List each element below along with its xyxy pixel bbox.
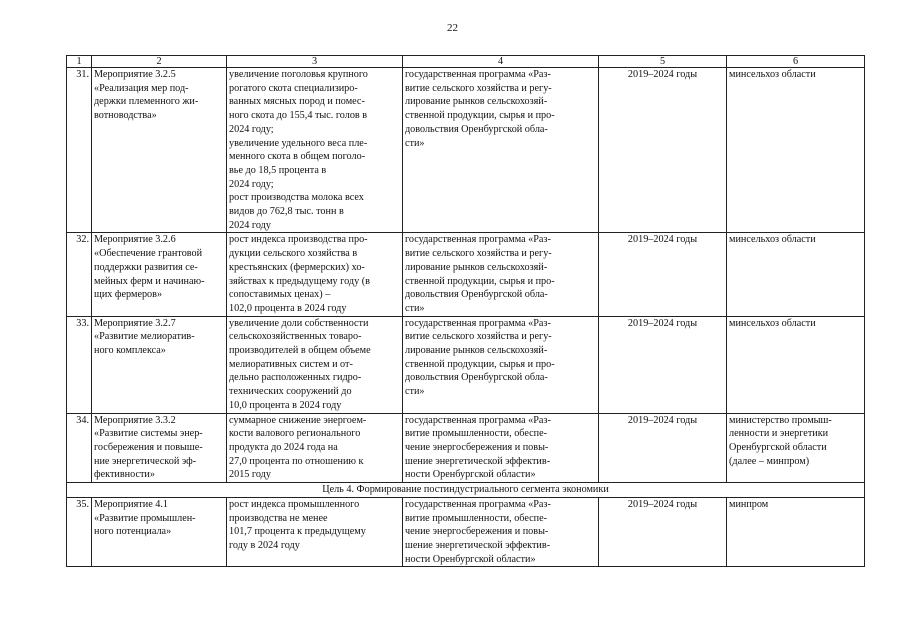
executor-cell xyxy=(727,497,865,567)
program-cell-line: витие промышленности, обеспе- xyxy=(405,512,547,524)
event-cell xyxy=(92,316,227,413)
program-cell-line: лирование рынков сельскохозяй- xyxy=(405,261,548,273)
program-cell xyxy=(403,413,599,483)
period-cell: 2019–2024 годы xyxy=(599,497,727,567)
program-cell-line: государственная программа «Раз- xyxy=(405,234,551,246)
event-cell-line: щих фермеров» xyxy=(94,289,163,301)
program-cell-line: довольствия Оренбургской обла- xyxy=(405,289,548,301)
program-cell-line: сти» xyxy=(405,137,425,149)
period-cell: 2019–2024 годы xyxy=(599,316,727,413)
indicator-cell-line: сельскохозяйственных товаро- xyxy=(229,331,362,343)
program-cell-line: ности Оренбургской области» xyxy=(405,553,536,565)
event-cell-line: Мероприятие 3.2.7 xyxy=(94,317,176,329)
executor-cell xyxy=(727,413,865,483)
event-cell-line: госбережения и повыше- xyxy=(94,441,203,453)
program-cell-line: сти» xyxy=(405,386,425,398)
executor-cell xyxy=(727,233,865,316)
program-cell-line: довольствия Оренбургской обла- xyxy=(405,123,548,135)
program-cell-line: государственная программа «Раз- xyxy=(405,69,551,80)
indicator-cell xyxy=(227,316,403,413)
indicator-cell xyxy=(227,233,403,316)
row-number: 31. xyxy=(67,68,92,233)
program-cell-line: ственной продукции, сырья и про- xyxy=(405,358,555,370)
program-cell-line: государственная программа «Раз- xyxy=(405,414,551,426)
program-cell xyxy=(403,233,599,316)
table-row xyxy=(67,233,865,316)
page-number: 22 xyxy=(447,22,458,34)
indicator-cell-line: производителей в общем объеме xyxy=(229,345,371,357)
indicator-cell-line: менного скота в общем поголо- xyxy=(229,151,366,163)
executor-cell-line: минсельхоз области xyxy=(729,317,816,329)
event-cell-line: ние энергетической эф- xyxy=(94,455,197,467)
program-cell-line: шение энергетической эффектив- xyxy=(405,455,551,467)
indicator-cell-line: увеличение доли собственности xyxy=(229,317,369,329)
table-row xyxy=(67,68,865,233)
indicator-cell-line: 2024 году xyxy=(229,219,271,231)
program-cell-line: довольствия Оренбургской обла- xyxy=(405,372,548,384)
program-cell-line: государственная программа «Раз- xyxy=(405,317,551,329)
indicator-cell-line: 2024 году; xyxy=(229,178,274,190)
table-row xyxy=(67,413,865,483)
table-row xyxy=(67,316,865,413)
program-cell-line: витие сельского хозяйства и регу- xyxy=(405,82,552,94)
indicator-cell-line: суммарное снижение энергоем- xyxy=(229,414,367,426)
indicator-cell-line: продукта до 2024 года на xyxy=(229,441,338,453)
event-cell-line: держки племенного жи- xyxy=(94,96,199,108)
event-cell xyxy=(92,68,227,233)
executor-cell-line: министерство промыш- xyxy=(729,414,832,426)
indicator-cell-line: году в 2024 году xyxy=(229,539,300,551)
indicator-cell xyxy=(227,68,403,233)
program-cell-line: лирование рынков сельскохозяй- xyxy=(405,96,548,108)
program-cell xyxy=(403,68,599,233)
event-cell-line: вотноводства» xyxy=(94,110,157,122)
indicator-cell-line: вье до 18,5 процента в xyxy=(229,164,327,176)
indicator-cell-line: мелиоративных систем и от- xyxy=(229,358,353,370)
period-cell: 2019–2024 годы xyxy=(599,68,727,233)
row-number: 33. xyxy=(67,316,92,413)
event-cell-line: Мероприятие 4.1 xyxy=(94,498,169,510)
executor-cell-line: ленности и энергетики xyxy=(729,428,829,440)
indicator-cell-line: увеличение удельного веса пле- xyxy=(229,137,368,149)
executor-cell xyxy=(727,316,865,413)
header-cell: 5 xyxy=(599,56,727,68)
indicator-cell-line: дельно расположенных гидро- xyxy=(229,372,362,384)
executor-cell-line: минсельхоз области xyxy=(729,234,816,246)
event-cell-line: Мероприятие 3.2.6 xyxy=(94,234,176,246)
indicator-cell-line: 10,0 процента в 2024 году xyxy=(229,399,342,411)
indicator-cell-line: рост производства молока всех xyxy=(229,192,364,204)
executor-cell-line: Оренбургской области xyxy=(729,441,827,453)
program-cell-line: чение энергосбережения и повы- xyxy=(405,526,549,538)
indicator-cell-line: зяйствах к предыдущему году (в xyxy=(229,275,370,287)
header-cell: 3 xyxy=(227,56,403,68)
indicator-cell-line: кости валового регионального xyxy=(229,428,361,440)
header-cell: 4 xyxy=(403,56,599,68)
event-cell xyxy=(92,497,227,567)
indicator-cell-line: 102,0 процента в 2024 году xyxy=(229,302,347,314)
event-cell-line: Мероприятие 3.2.5 xyxy=(94,69,176,80)
program-cell-line: витие промышленности, обеспе- xyxy=(405,428,547,440)
executor-cell xyxy=(727,68,865,233)
indicator-cell-line: технических сооружений до xyxy=(229,386,352,398)
indicator-cell-line: 2015 году xyxy=(229,469,271,481)
indicator-cell-line: рост индекса производства про- xyxy=(229,234,368,246)
program-cell xyxy=(403,497,599,567)
event-cell-line: «Развитие системы энер- xyxy=(94,428,203,440)
indicator-cell-line: 101,7 процента к предыдущему xyxy=(229,526,366,538)
column-numbers-row xyxy=(67,56,865,68)
event-cell-line: ного комплекса» xyxy=(94,345,166,357)
executor-cell-line: (далее – минпром) xyxy=(729,455,810,467)
indicator-cell-line: 2024 году; xyxy=(229,123,274,135)
program-cell-line: витие сельского хозяйства и регу- xyxy=(405,331,552,343)
goal-heading: Цель 4. Формирование постиндустриального сегмента экономики xyxy=(67,483,865,498)
goal-row xyxy=(67,483,865,498)
program-cell-line: сти» xyxy=(405,302,425,314)
event-cell-line: ного потенциала» xyxy=(94,526,172,538)
indicator-cell-line: производства не менее xyxy=(229,512,328,524)
event-cell-line: «Развитие промышлен- xyxy=(94,512,196,524)
event-cell-line: «Обеспечение грантовой xyxy=(94,248,203,260)
program-cell-line: лирование рынков сельскохозяй- xyxy=(405,345,548,357)
event-cell xyxy=(92,413,227,483)
event-cell-line: поддержки развития се- xyxy=(94,261,198,273)
indicator-cell-line: рост индекса промышленного xyxy=(229,498,360,510)
header-cell: 1 xyxy=(67,56,92,68)
row-number: 35. xyxy=(67,497,92,567)
event-cell-line: мейных ферм и начинаю- xyxy=(94,275,205,287)
indicator-cell xyxy=(227,497,403,567)
program-cell-line: государственная программа «Раз- xyxy=(405,498,551,510)
indicator-cell-line: крестьянских (фермерских) хо- xyxy=(229,261,365,273)
program-cell-line: шение энергетической эффектив- xyxy=(405,539,551,551)
program-cell-line: витие сельского хозяйства и регу- xyxy=(405,248,552,260)
program-cell xyxy=(403,316,599,413)
event-cell-line: «Развитие мелиоратив- xyxy=(94,331,195,343)
event-cell-line: фективности» xyxy=(94,469,155,481)
indicator-cell-line: сопоставимых ценах) – xyxy=(229,289,331,301)
indicator-cell-line: рогатого скота специализиро- xyxy=(229,82,358,94)
event-cell-line: Мероприятие 3.3.2 xyxy=(94,414,176,426)
header-cell: 2 xyxy=(92,56,227,68)
event-cell-line: «Реализация мер под- xyxy=(94,82,189,94)
indicator-cell-line: ванных мясных пород и помес- xyxy=(229,96,365,108)
measures-table xyxy=(66,55,865,567)
indicator-cell-line: дукции сельского хозяйства в xyxy=(229,248,358,260)
indicator-cell xyxy=(227,413,403,483)
header-cell: 6 xyxy=(727,56,865,68)
program-cell-line: ственной продукции, сырья и про- xyxy=(405,275,555,287)
indicator-cell-line: 27,0 процента по отношению к xyxy=(229,455,364,467)
indicator-cell-line: видов до 762,8 тыс. тонн в xyxy=(229,206,344,218)
executor-cell-line: минсельхоз области xyxy=(729,69,816,80)
period-cell: 2019–2024 годы xyxy=(599,233,727,316)
event-cell xyxy=(92,233,227,316)
indicator-cell-line: ного скота до 155,4 тыс. голов в xyxy=(229,110,368,122)
program-cell-line: ности Оренбургской области» xyxy=(405,469,536,481)
executor-cell-line: минпром xyxy=(729,498,769,510)
program-cell-line: чение энергосбережения и повы- xyxy=(405,441,549,453)
row-number: 32. xyxy=(67,233,92,316)
period-cell: 2019–2024 годы xyxy=(599,413,727,483)
row-number: 34. xyxy=(67,413,92,483)
table-row xyxy=(67,497,865,567)
program-cell-line: ственной продукции, сырья и про- xyxy=(405,110,555,122)
indicator-cell-line: увеличение поголовья крупного xyxy=(229,69,368,80)
